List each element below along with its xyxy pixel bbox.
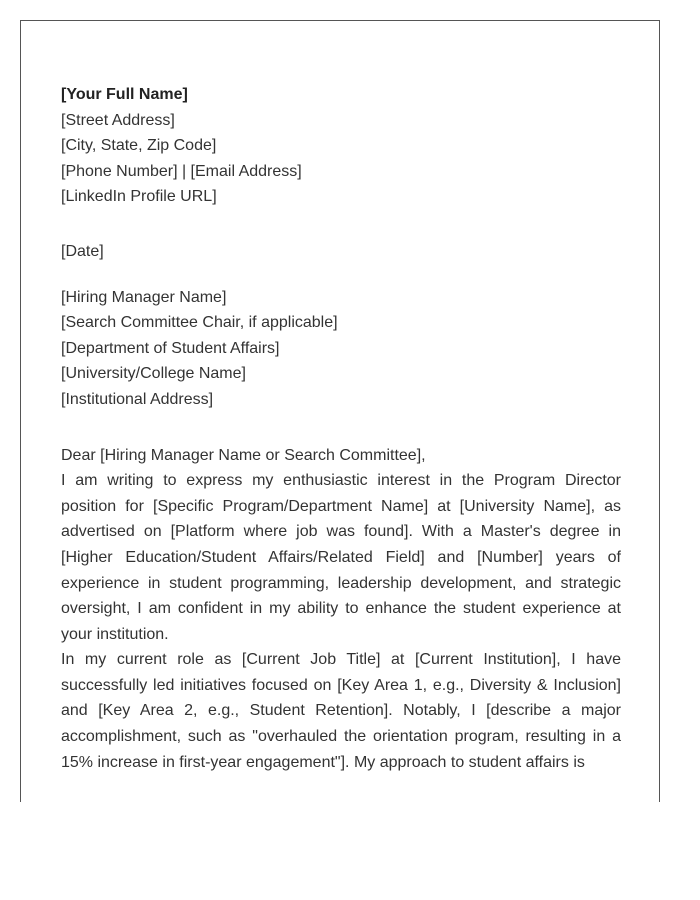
salutation: Dear [Hiring Manager Name or Search Committee], [61,446,426,464]
salutation-block [61,443,621,469]
sender-linkedin: [LinkedIn Profile URL] [61,188,217,206]
document-page [20,20,660,802]
sender-city: [City, State, Zip Code] [61,137,217,155]
recipient-chair: [Search Committee Chair, if applicable] [61,314,338,332]
recipient-block [61,285,621,413]
recipient-department: [Department of Student Affairs] [61,339,280,357]
sender-block [61,82,621,210]
paragraph-experience: In my current role as [Current Job Title] at [Current Institution], I have successfully led initiatives focused on [Key Area 1, e.g., Diversity & Inclusion] and [Key Area 2, e.g., Student Retention]. Notably, I [describe a major accomplishment, such as "overhauled the orientation program, resulting in a 15% increase in first-year engagement"]. My approach to student affairs is [61,651,621,771]
paragraph-intro: I am writing to express my enthusiastic interest in the Program Director position for [Specific Program/Department Name] at [University Name], as advertised on [Platform where job was found]. With a Master's degree in [Higher Education/Student Affairs/Related Field] and [Number] years of experience in student programming, leadership development, and strategic oversight, I am confident in my ability to enhance the student experience at your institution. [61,472,621,643]
letter-body [61,82,621,775]
recipient-university: [University/College Name] [61,365,246,383]
sender-name: [Your Full Name] [61,86,188,103]
date-block [61,239,621,265]
letter-date: [Date] [61,242,104,260]
recipient-manager: [Hiring Manager Name] [61,288,227,306]
recipient-address: [Institutional Address] [61,390,214,408]
sender-contact: [Phone Number] | [Email Address] [61,162,302,180]
sender-street: [Street Address] [61,111,175,129]
